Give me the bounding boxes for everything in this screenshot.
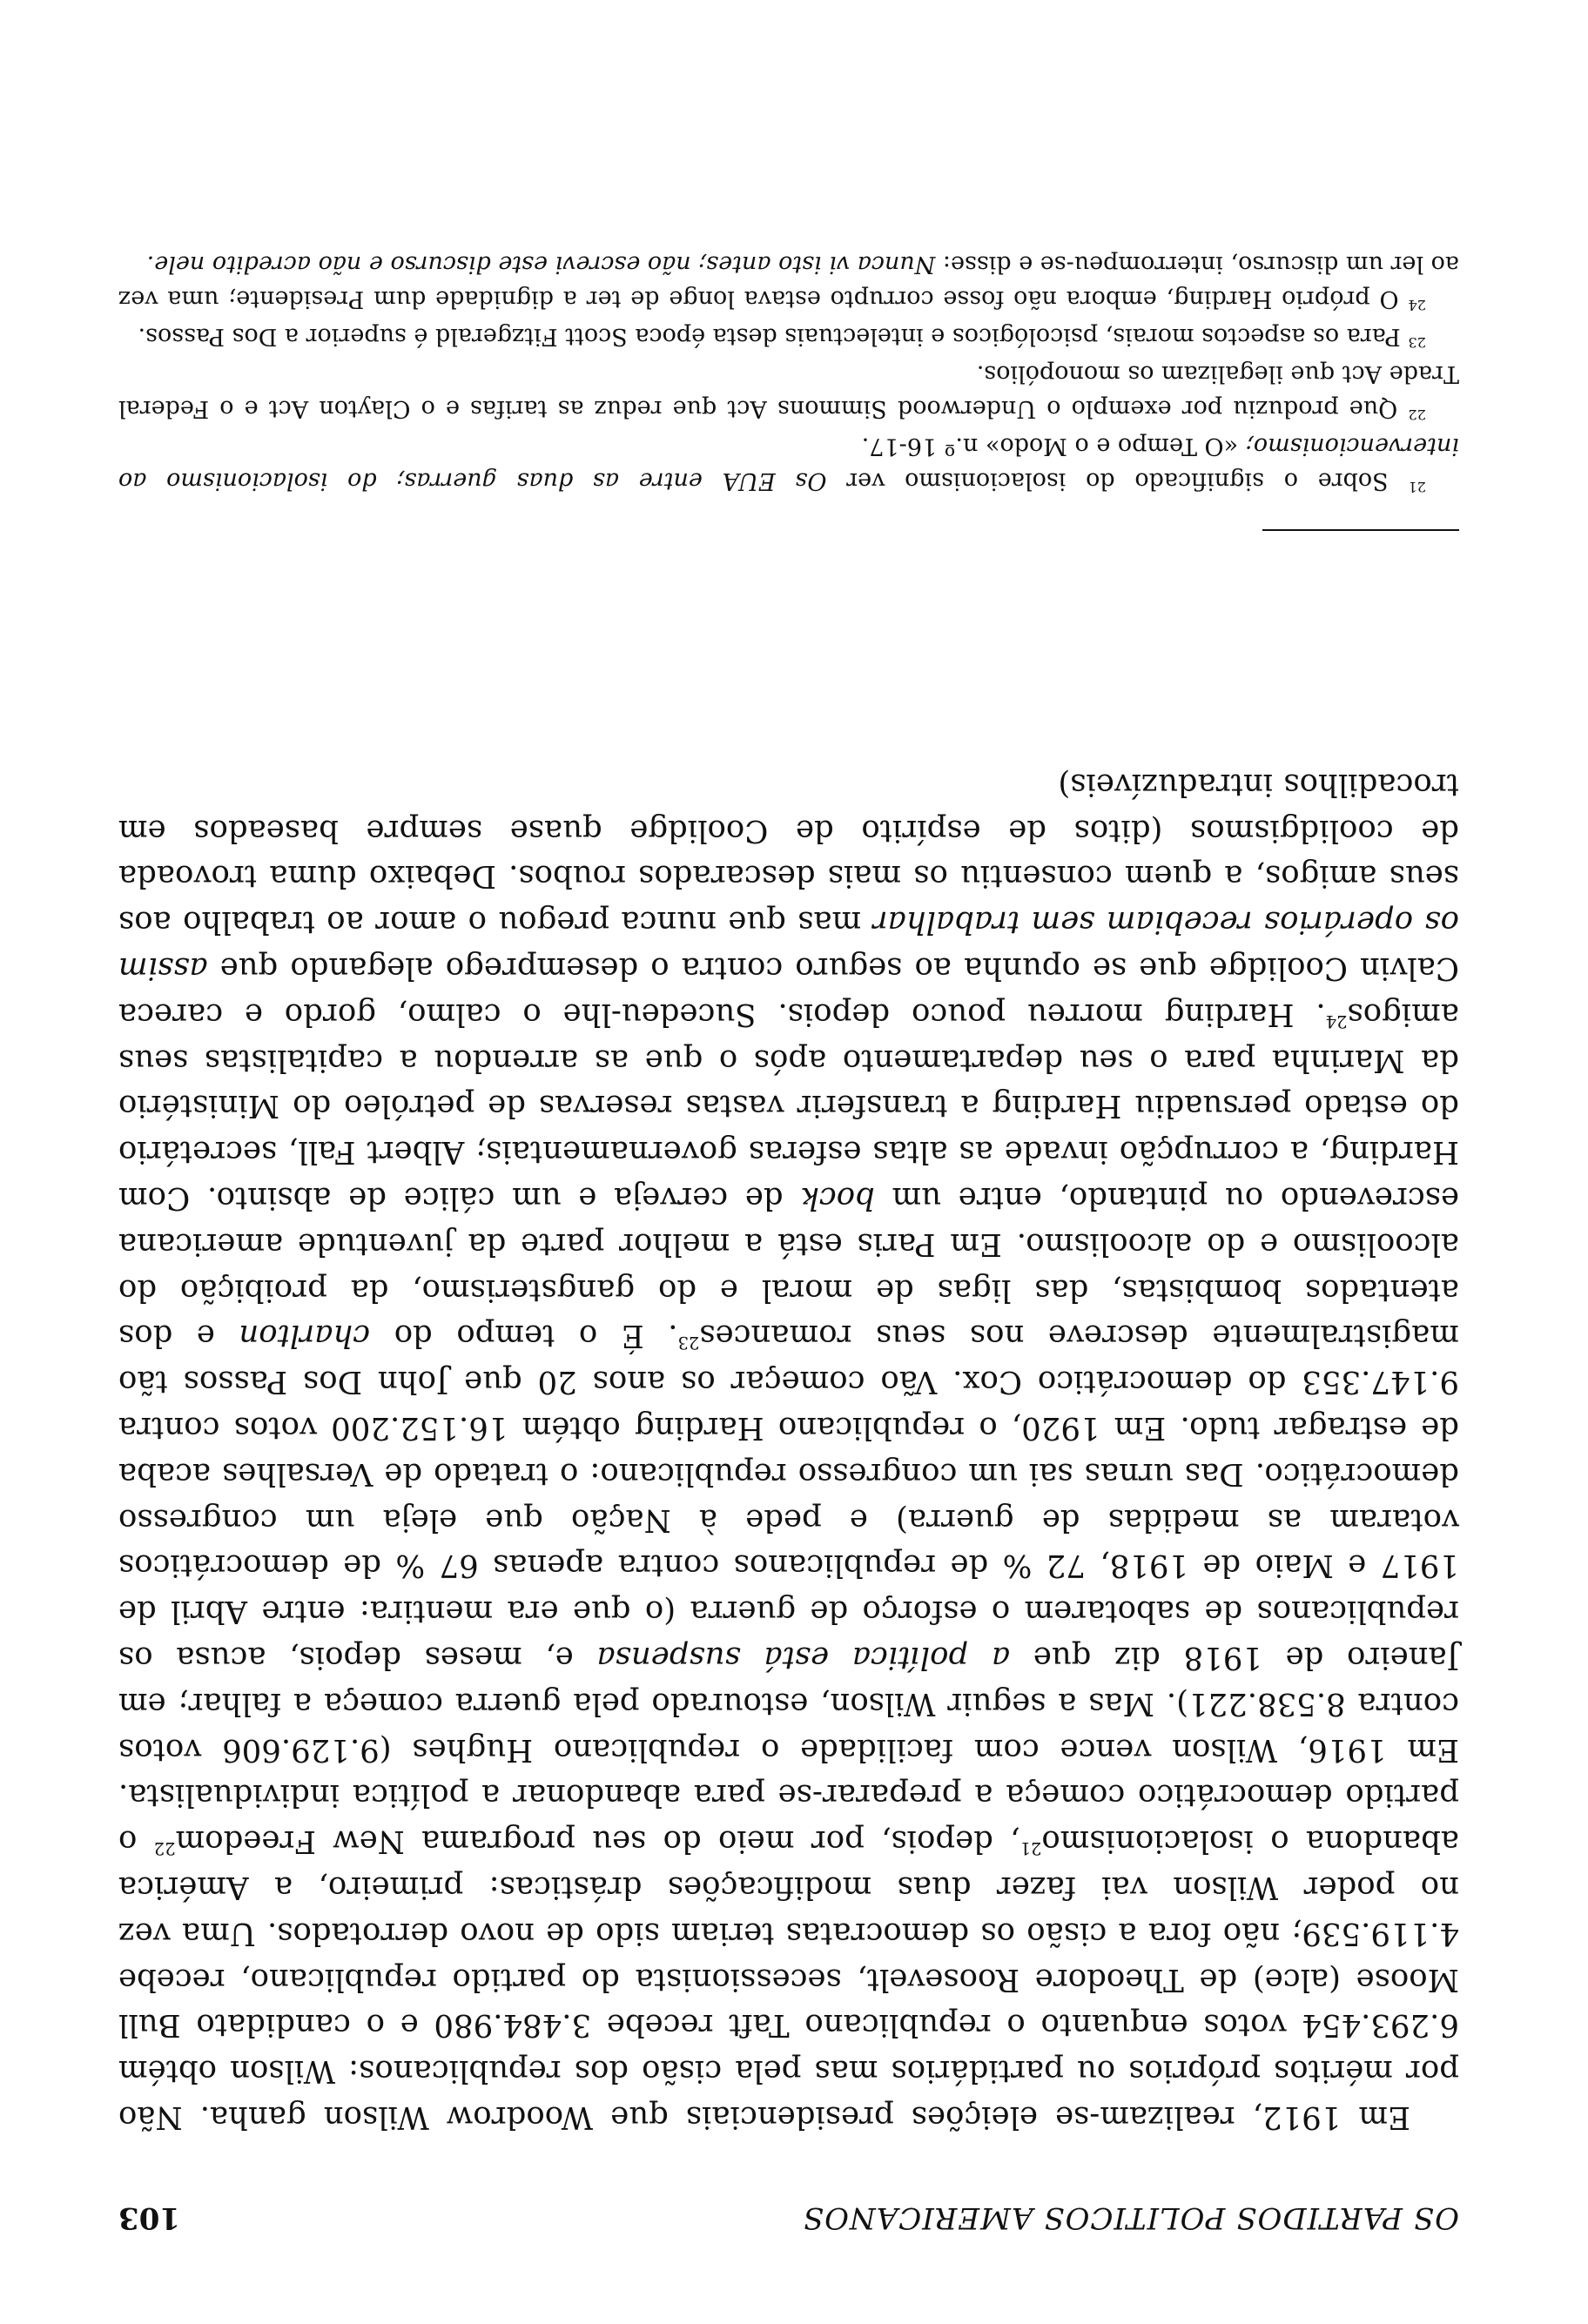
body-text-segment: . Harding morreu pouco depois. Sucedeu-lhe o calmo, gordo e careca Calvin Coolidge que se opunha ao seguro contra o desemprego alegando que [118, 950, 1459, 1032]
body-text-segment: mas que nunca pregou o amor ao trabalho aos seus amigos, a quem consentiu os mais descarados roubos. Debaixo duma trovoada de coolidgismos (ditos de espírito de Coolidge quase sempre baseados em trocadilhos intraduzíveis) [118, 766, 1459, 941]
body-italic: charlton [239, 1318, 371, 1354]
footnote-number: 23 [1408, 334, 1426, 351]
body-text-segment: , depois, por meio do seu programa New Freedom [175, 1824, 1020, 1860]
footnote-text: Para os aspectos morais, psicológicos e intelectuais desta época Scott Fitzgerald é superior a Dos Passos. [138, 323, 1409, 350]
footnote-number: 24 [1408, 297, 1426, 313]
footnote-ref: 21 [1019, 1838, 1042, 1859]
body-italic: a política está suspensa [596, 1640, 1011, 1676]
footnote-italic: Nunca vi isto antes; não escrevi este discurso e não acredito nele. [146, 251, 936, 278]
footnote-ref: 22 [153, 1838, 176, 1859]
footnote-ref: 24 [1325, 1011, 1348, 1031]
body-paragraph [118, 761, 1459, 2139]
footnote-number: 21 [1408, 479, 1426, 495]
page-number: 103 [118, 2200, 180, 2235]
footnote-divider [1262, 529, 1459, 531]
footnote-italic: Os EUA entre as duas guerras; do isolacionismo ao intervencionismo; [118, 433, 1459, 494]
footnote-ref: 23 [677, 1333, 700, 1353]
footnote [118, 319, 1459, 353]
page-header [118, 2200, 1459, 2235]
footnotes [118, 244, 1459, 498]
body-text-segment: de cerveja e um cálice de absinto. Com Harding, a corrupção invade as altas esferas governamentais; Albert Fall, secretário do estado persuadiu Harding a transferir vastas reservas de petróleo do Ministério da Marinha para o seu departamento após o que as arrendou a capitalistas seus amigos [118, 996, 1459, 1217]
footnote-text: Sobre o significado do isolacionismo ver [826, 467, 1409, 494]
running-title: OS PARTIDOS POLITICOS AMERICANOS [802, 2200, 1459, 2235]
footnote-number: 22 [1408, 406, 1426, 423]
footnote-text: «O Tempo e o Modo» n.º 16-17. [861, 433, 1246, 460]
body-text-segment: e, meses depois, acusa os republicanos de sabotarem o esforço de guerra (o que era mentira: entre Abril de 1917 e Maio de 1918, 72 % de republicanos contra apenas 67 % de democráticos votaram as medidas de guerra) e pede à Nação que eleja um congresso democrático. Das urnas sai um congresso republicano: o tratado de Versalhes acaba de estragar tudo. Em 1920, o republicano Harding obtém 16.152.200 votos contra 9.147.353 do democrático Cox. Vão começar os anos 20 que John Dos Passos tão magistralmente descreve nos seus romances [118, 1318, 1459, 1676]
body-italic: assim os operários recebiam sem trabalhar [118, 904, 1459, 987]
footnote [118, 428, 1459, 498]
footnote-text: O próprio Harding, embora não fosse corrupto estava longe de ter a dignidade dum Presidente; uma vez ao ler um discurso, interrompeu-se e disse: [118, 251, 1459, 312]
body-italic: bock [800, 1180, 875, 1217]
footnote-text: Que produziu por exemplo o Underwood Simmons Act que reduz as tarifas e o Clayton Act e o Federal Trade Act que ilegalizam os monopólios. [118, 360, 1459, 422]
body-text-segment: . É o tempo do [370, 1318, 678, 1354]
body-text-segment: Em 1912, realizam-se eleições presidenciais que Woodrow Wilson ganha. Não por méritos próprios ou partidários mas pela cisão dos republicanos: Wilson obtém 6.293.454 votos enquanto o republicano Taft recebe 3.484.980 e o candidato Bull Moose (alce) de Theodore Roosevelt, secessionista do partido republicano, recebe 4.119.539; não fora a cisão os democratas teriam sido de novo derrotados. Uma vez no poder Wilson vai fazer duas modificações drásticas: primeiro, a América abandona o isolacionismo [118, 1824, 1459, 2135]
body-text-segment: o partido democrático começa a preparar-se para abandonar a política individualista. Em 1916, Wilson vence com facilidade o republicano Hughes (9.129.606 votos contra 8.538.221). Mas a seguir Wilson, estourado pela guerra começa a falhar; em Janeiro de 1918 diz que [118, 1640, 1459, 1860]
body-text-segment: e dos atentados bombistas, das ligas de moral e do gangsterismo, da proibição do alcoolismo e do alcoolismo. Em Paris está a melhor parte da juventude americana escrevendo ou pintando, entre um [118, 1180, 1459, 1354]
footnote [118, 356, 1459, 426]
footnote [118, 246, 1459, 316]
